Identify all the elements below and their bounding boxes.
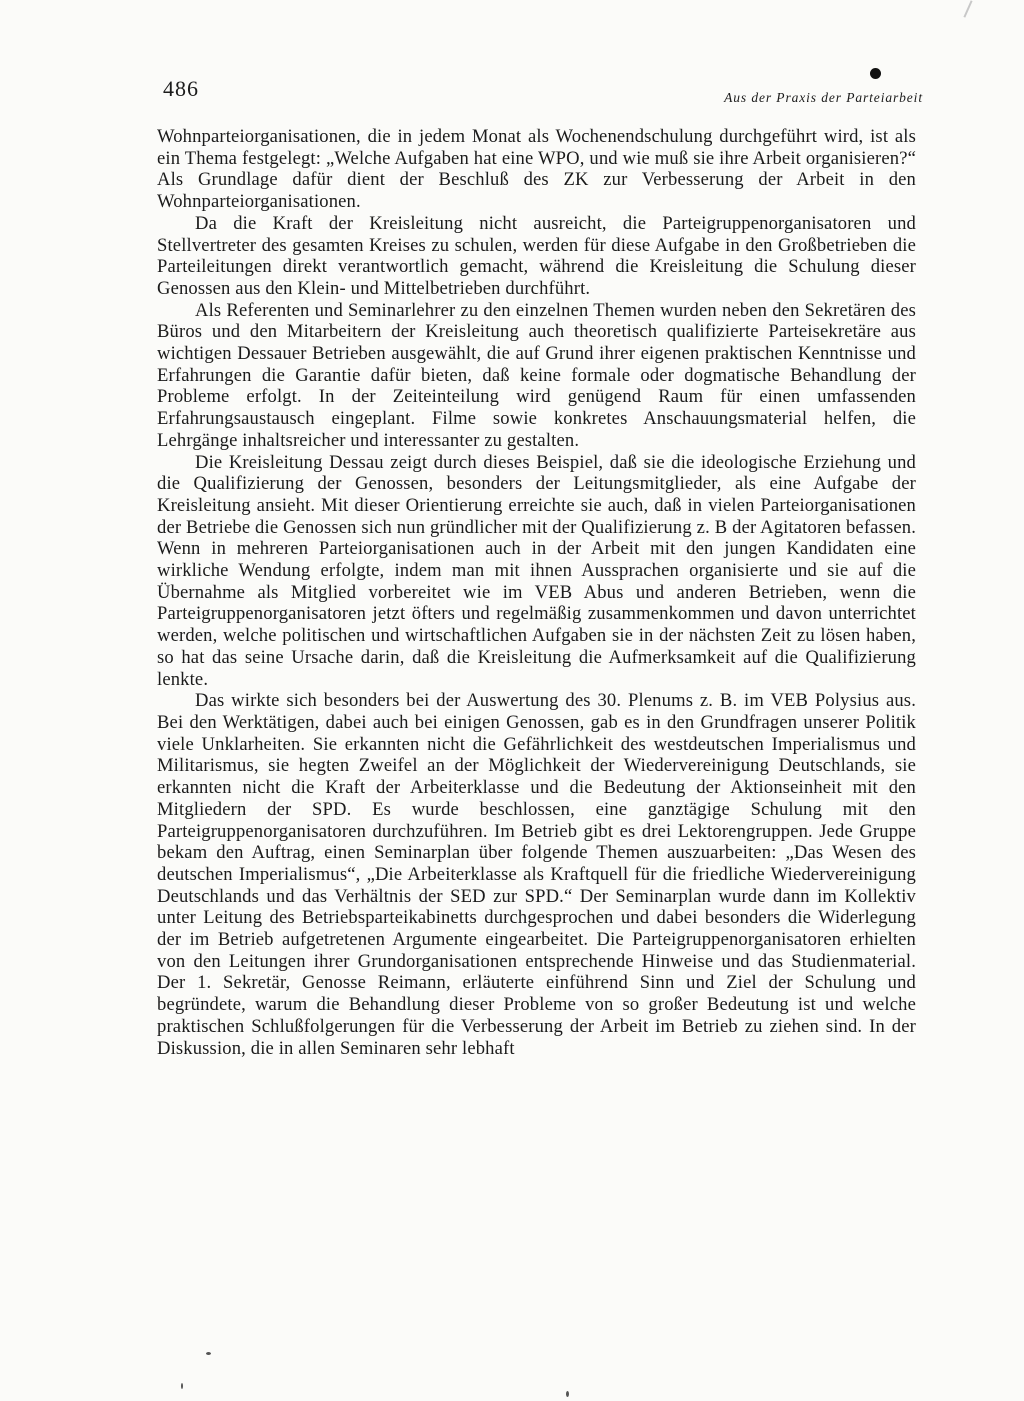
scan-speck	[181, 1383, 183, 1389]
page-header	[163, 76, 923, 106]
paragraph-1: Wohnparteiorganisationen, die in jedem Monat als Wochenendschulung durchgeführt wird, ist als ein Thema festgelegt: „Welche Aufgaben hat eine WPO, und wie muß sie ihre Arbeit organisieren?“ Als Grundlage dafür dient der Beschluß des ZK zur Verbesserung der Arbeit in den Wohnparteiorganisationen.	[157, 126, 916, 213]
scan-speck	[566, 1391, 569, 1397]
bullet-dot-mark	[870, 68, 881, 79]
page-number: 486	[163, 76, 199, 101]
scan-speck	[206, 1352, 211, 1355]
body-text	[157, 126, 916, 1059]
scan-edge-mark	[963, 0, 972, 17]
paragraph-4: Die Kreisleitung Dessau zeigt durch dieses Beispiel, daß sie die ideologische Erziehung und die Qualifizierung der Genossen, besonders der Leitungsmitglieder, als eine Aufgabe der Kreisleitung ansieht. Mit dieser Orientierung erreichte sie auch, daß in vielen Parteiorganisationen der Betriebe die Genossen sich nun gründlicher mit der Qualifizierung z. B der Agitatoren befassen. Wenn in mehreren Parteiorganisationen auch in der Arbeit mit den jungen Kandidaten eine wirkliche Wendung erfolgte, indem man mit ihnen Aussprachen organisierte und sie auf die Übernahme als Mitglied vorbereitet wie im VEB Abus und anderen Betrieben, wenn die Parteigruppenorganisatoren jetzt öfters und regelmäßig zusammenkommen und davon unterrichtet werden, welche politischen und wirtschaftlichen Aufgaben sie in der nächsten Zeit zu lösen haben, so hat das seine Ursache darin, daß die Kreisleitung die Aufmerksamkeit auf die Qualifizierung lenkte.	[157, 451, 916, 690]
paragraph-3: Als Referenten und Seminarlehrer zu den einzelnen Themen wurden neben den Sekretären des Büros und den Mitarbeitern der Kreisleitung auch theoretisch qualifizierte Parteisekretäre aus wichtigen Dessauer Betrieben ausgewählt, die auf Grund ihrer eigenen praktischen Kenntnisse und Erfahrungen die Garantie dafür bieten, daß keine formale oder dogmatische Behandlung der Probleme erfolgt. In der Zeiteinteilung wird genügend Raum für einen umfassenden Erfahrungsaustausch eingeplant. Filme sowie konkretes Anschauungsmaterial helfen, die Lehrgänge inhaltsreicher und interessanter zu gestalten.	[157, 299, 916, 451]
paragraph-2: Da die Kraft der Kreisleitung nicht ausreicht, die Parteigruppenorganisatoren und Stellvertreter des gesamten Kreises zu schulen, werden für diese Aufgabe in den Großbetrieben die Parteileitungen direkt verantwortlich gemacht, während die Kreisleitung die Schulung dieser Genossen aus den Klein- und Mittelbetrieben durchführt.	[157, 212, 916, 299]
running-head: Aus der Praxis der Parteiarbeit	[724, 90, 923, 105]
paragraph-5: Das wirkte sich besonders bei der Auswertung des 30. Plenums z. B. im VEB Polysius aus. Bei den Werktätigen, dabei auch bei einigen Genossen, gab es in den Grundfragen unserer Politik viele Unklarheiten. Sie erkannten nicht die Gefährlichkeit des westdeutschen Imperialismus und Militarismus, sie hegten Zweifel an der Möglichkeit der Wiedervereinigung Deutschlands, sie erkannten nicht die Kraft der Arbeiterklasse und die Bedeutung der Aktionseinheit mit den Mitgliedern der SPD. Es wurde beschlossen, eine ganztägige Schulung mit den Parteigruppenorganisatoren durchzuführen. Im Betrieb gibt es drei Lektorengruppen. Jede Gruppe bekam den Auftrag, einen Seminarplan über folgende Themen auszuarbeiten: „Das Wesen des deutschen Imperialismus“, „Die Arbeiterklasse als Kraftquell für die friedliche Wiedervereinigung Deutschlands und das Verhältnis der SED zur SPD.“ Der Seminarplan wurde dann im Kollektiv unter Leitung des Betriebsparteikabinetts durchgesprochen und dabei besonders die Widerlegung der im Betrieb aufgetretenen Argumente eingearbeitet. Die Parteigruppenorganisatoren erhielten von den Leitungen ihrer Grundorganisationen entsprechende Hinweise und das Studienmaterial. Der 1. Sekretär, Genosse Reimann, erläuterte einführend Sinn und Ziel der Schulung und begründete, warum die Behandlung dieser Probleme von so großer Bedeutung ist und welche praktischen Schlußfolgerungen für die Verbesserung der Arbeit im Betrieb zu ziehen sind. In der Diskussion, die in allen Seminaren sehr lebhaft	[157, 690, 916, 1059]
